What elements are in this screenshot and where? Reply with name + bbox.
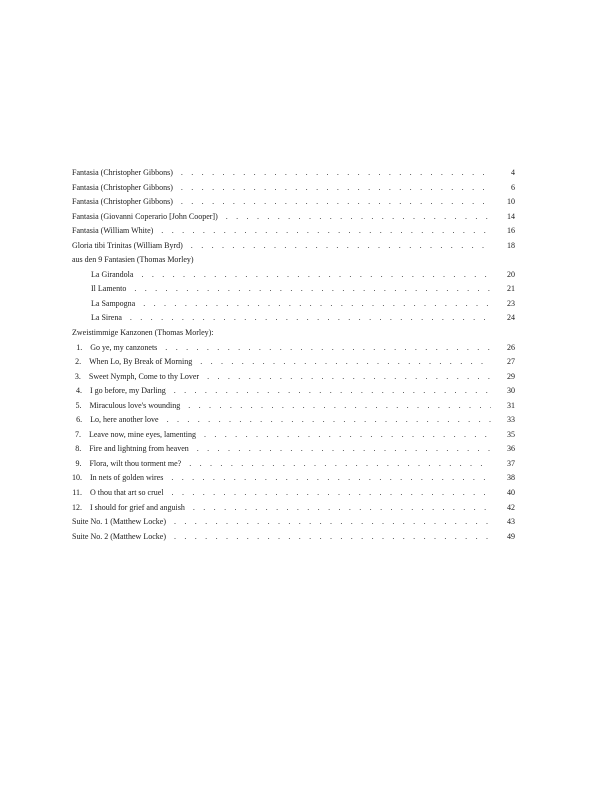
toc-entry-title: La Sampogna: [91, 298, 136, 308]
toc-numbered-entry: [72, 471, 515, 486]
toc-entry-title: Miraculous love's wounding: [89, 400, 181, 410]
toc-entry-page: 18: [507, 240, 515, 250]
toc-numbered-entry: [72, 457, 515, 472]
dot-leader: [181, 166, 491, 181]
toc-entry: [72, 515, 515, 530]
toc-entry-title: Fantasia (Christopher Gibbons): [72, 168, 173, 177]
toc-entry-page: 23: [507, 298, 515, 308]
dot-leader: [171, 471, 491, 486]
toc-entry: [72, 239, 515, 254]
dot-leader: [141, 268, 491, 283]
toc-entry-page: 6: [511, 182, 515, 192]
toc-entry-page: 10: [507, 197, 515, 207]
toc-entry: [72, 181, 515, 196]
toc-entry-title: Fire and lightning from heaven: [89, 444, 189, 454]
toc-entry-title: Lo, here another love: [90, 415, 159, 425]
toc-numbered-entry: [72, 341, 515, 356]
entry-number: 8.: [75, 444, 82, 454]
entry-number: 12.: [72, 502, 82, 512]
toc-entry-title: Suite No. 1 (Matthew Locke): [72, 517, 166, 527]
dot-leader: [200, 355, 491, 370]
dot-leader: [172, 486, 491, 501]
toc-entry: [72, 282, 515, 297]
dot-leader: [130, 311, 491, 326]
toc-entry-page: 38: [507, 473, 515, 483]
toc-numbered-entry: [72, 370, 515, 385]
toc-section-heading: [72, 326, 515, 341]
toc-entry-title: Sweet Nymph, Come to thy Lover: [88, 371, 200, 381]
toc-entry: [72, 530, 515, 545]
toc-entry-page: 20: [507, 269, 515, 279]
toc-entry: [72, 195, 515, 210]
section-heading-text: Zweistimmige Kanzonen (Thomas Morley):: [72, 328, 214, 338]
toc-entry-page: 4: [511, 168, 515, 177]
toc-entry-title: Fantasia (Christopher Gibbons): [72, 197, 173, 207]
toc-entry-page: 37: [507, 458, 515, 468]
entry-number: 1.: [76, 342, 83, 352]
toc-entry-title: Suite No. 2 (Matthew Locke): [72, 531, 166, 541]
toc-entry-title: When Lo, By Break of Morning: [89, 357, 193, 367]
toc-entry-title: O thou that art so cruel: [90, 488, 164, 498]
dot-leader: [167, 413, 491, 428]
entry-number: 7.: [74, 429, 81, 439]
dot-leader: [181, 181, 491, 196]
dot-leader: [174, 384, 491, 399]
toc-entry-page: 33: [507, 415, 515, 425]
toc-entry-page: 21: [507, 284, 515, 294]
toc-entry-title: La Sirena: [91, 313, 122, 323]
dot-leader: [189, 457, 491, 472]
toc-entry-page: 16: [507, 226, 515, 236]
toc-entry-page: 26: [507, 342, 515, 352]
toc-entry-title: Fantasia (Christopher Gibbons): [72, 182, 173, 192]
entry-number: 5.: [75, 400, 82, 410]
table-of-contents: [72, 166, 515, 544]
entry-number: 11.: [72, 488, 82, 498]
dot-leader: [134, 282, 491, 297]
dot-leader: [165, 341, 491, 356]
toc-numbered-entry: [72, 486, 515, 501]
toc-entry-page: 43: [507, 517, 515, 527]
toc-entry: [72, 224, 515, 239]
toc-section-heading: [72, 253, 515, 268]
entry-number: 10.: [72, 473, 82, 483]
entry-number: 3.: [74, 371, 81, 381]
toc-numbered-entry: [72, 501, 515, 516]
toc-entry-title: Il Lamento: [91, 284, 127, 294]
section-heading-text: aus den 9 Fantasien (Thomas Morley): [72, 255, 194, 265]
dot-leader: [197, 442, 491, 457]
toc-numbered-entry: [72, 384, 515, 399]
entry-number: 4.: [75, 386, 82, 396]
toc-entry-title: Fantasia (William White): [72, 226, 154, 236]
dot-leader: [226, 210, 491, 225]
toc-entry: [72, 210, 515, 225]
toc-entry-title: I go before, my Darling: [89, 386, 166, 396]
toc-entry-title: Fantasia (Giovanni Coperario [John Cooper]): [72, 211, 218, 221]
dot-leader: [143, 297, 491, 312]
toc-entry-title: I should for grief and anguish: [90, 502, 185, 512]
toc-numbered-entry: [72, 428, 515, 443]
toc-entry-page: 42: [507, 502, 515, 512]
toc-entry-page: 29: [507, 371, 515, 381]
entry-number: 9.: [75, 458, 82, 468]
toc-entry-page: 27: [507, 357, 515, 367]
toc-entry-title: In nets of golden wires: [90, 473, 164, 483]
entry-number: 6.: [76, 415, 83, 425]
toc-entry-page: 40: [507, 488, 515, 498]
toc-numbered-entry: [72, 413, 515, 428]
dot-leader: [174, 515, 491, 530]
toc-entry: [72, 311, 515, 326]
toc-entry-page: 30: [507, 386, 515, 396]
toc-entry-title: Flora, wilt thou torment me?: [89, 458, 182, 468]
entry-number: 2.: [75, 357, 82, 367]
toc-numbered-entry: [72, 442, 515, 457]
toc-entry-page: 49: [507, 531, 515, 541]
toc-entry-page: 36: [507, 444, 515, 454]
toc-entry-page: 14: [507, 211, 515, 221]
toc-entry-title: La Girandola: [91, 269, 134, 279]
toc-entry-title: Gloria tibi Trinitas (William Byrd): [72, 240, 183, 250]
dot-leader: [161, 224, 491, 239]
toc-entry: [72, 166, 515, 181]
toc-numbered-entry: [72, 399, 515, 414]
toc-entry-title: Leave now, mine eyes, lamenting: [88, 429, 196, 439]
dot-leader: [207, 370, 491, 385]
dot-leader: [174, 530, 491, 545]
toc-entry-page: 31: [507, 400, 515, 410]
dot-leader: [204, 428, 491, 443]
toc-numbered-entry: [72, 355, 515, 370]
toc-entry: [72, 268, 515, 283]
dot-leader: [193, 501, 491, 516]
toc-entry-page: 35: [507, 429, 515, 439]
dot-leader: [191, 239, 491, 254]
toc-entry: [72, 297, 515, 312]
dot-leader: [181, 195, 491, 210]
toc-entry-page: 24: [507, 313, 515, 323]
toc-entry-title: Go ye, my canzonets: [90, 342, 158, 352]
dot-leader: [188, 399, 491, 414]
